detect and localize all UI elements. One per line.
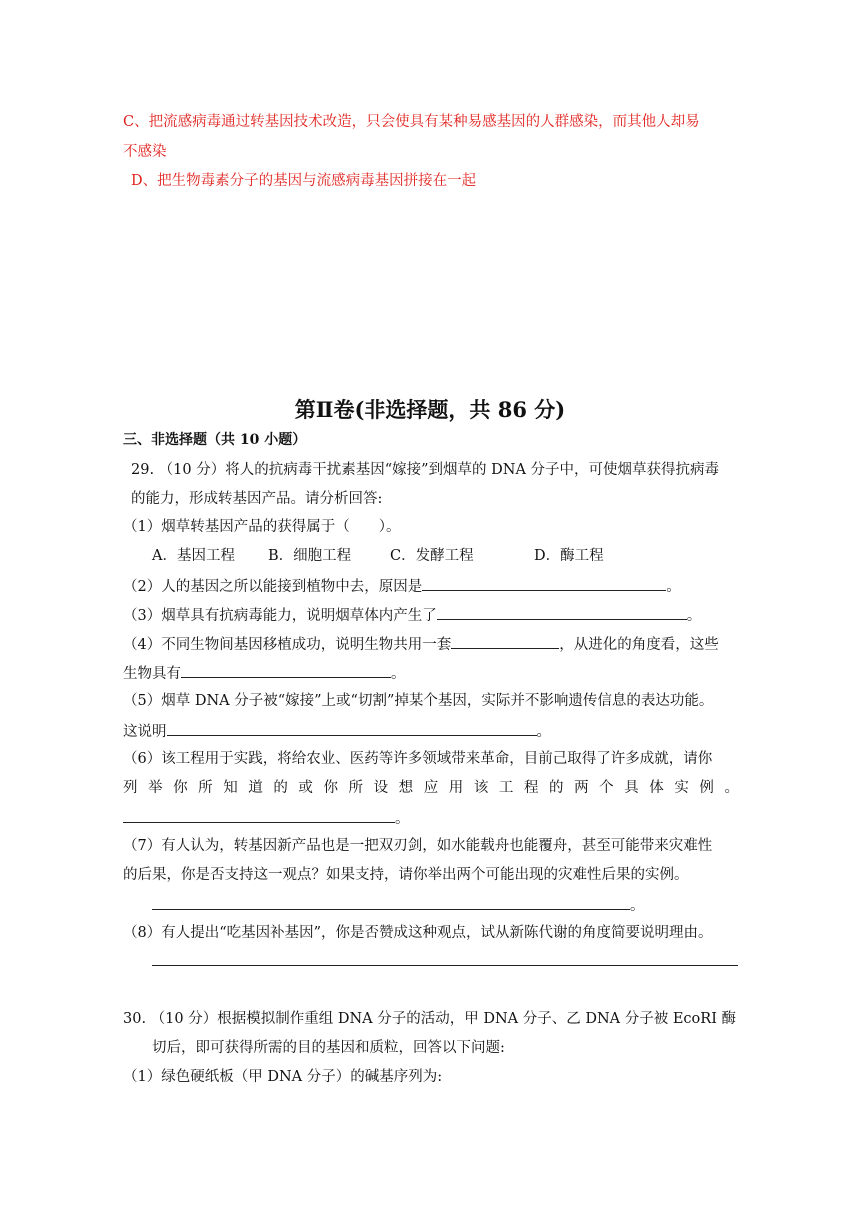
option-d-enzyme: D．酶工程 [534, 548, 604, 564]
q29-part6-line1: （6）该工程用于实践，将给农业、医药等许多领域带来革命，目前己取得了许多成就，请你 [123, 751, 713, 767]
q29-part5-line1: （5）烟草 DNA 分子被“嫁接”上或“切割”掉某个基因，实际并不影响遗传信息的表达功能。 [123, 693, 714, 709]
q29-part7-line3: 。 [152, 894, 772, 916]
option-c-line1: C、把流感病毒通过转基因技术改造，只会使具有某种易感基因的人群感染，而其他人却易 [123, 114, 700, 130]
q30-intro-line2: 切后，即可获得所需的目的基因和质粒，回答以下问题: [152, 1040, 505, 1056]
option-d: D、把生物毒素分子的基因与流感病毒基因拼接在一起 [131, 173, 477, 189]
q29-part7-line1: （7）有人认为，转基因新产品也是一把双刃剑，如水能载舟也能覆舟，甚至可能带来灾难性 [123, 838, 713, 854]
q29-part1: （1）烟草转基因产品的获得属于（ ）。 [123, 519, 401, 535]
q30-part1: （1）绿色硬纸板（甲 DNA 分子）的碱基序列为: [123, 1069, 443, 1085]
q29-part7-line2: 的后果，你是否支持这一观点？如果支持，请你举出两个可能出现的灾难性后果的实例。 [123, 867, 689, 883]
answer-blank[interactable] [437, 604, 687, 620]
option-b: B．细胞工程 [268, 548, 352, 564]
answer-blank[interactable] [152, 894, 630, 910]
answer-blank[interactable] [167, 720, 537, 736]
q29-part3: （3）烟草具有抗病毒能力，说明烟草体内产生了 。 [123, 604, 743, 626]
q29-part8: （8）有人提出“吃基因补基因”，你是否赞成这种观点，试从新陈代谢的角度简要说明理由。 [123, 925, 713, 941]
section-heading: 三、非选择题（共 10 小题） [123, 432, 307, 448]
q29-part2: （2）人的基因之所以能接到植物中去，原因是 。 [123, 575, 743, 597]
part2-title: 第Ⅱ卷(非选择题，共 86 分) [294, 397, 566, 422]
q29-part4-line2: 生物具有 。 [123, 662, 743, 684]
answer-blank[interactable] [123, 807, 395, 823]
option-c-line2: 不感染 [123, 144, 167, 160]
answer-blank[interactable] [451, 633, 559, 649]
option-a: A．基因工程 [152, 548, 235, 564]
q29-part5-line2: 这说明 。 [123, 720, 743, 742]
q30-intro-line1: 30. （10 分）根据模拟制作重组 DNA 分子的活动，甲 DNA 分子、乙 DNA 分子被 EcoRI 酶 [123, 1011, 737, 1027]
answer-blank[interactable] [422, 575, 666, 591]
q29-part4-line1: （4）不同生物间基因移植成功，说明生物共用一套 ，从进化的角度看，这些 [123, 633, 743, 655]
q29-part6-line2: 列举你所知道的或你所设想应用该工程的两个具体实例。 [123, 780, 739, 796]
q29-options [152, 546, 772, 566]
q29-part6-line3: 。 [123, 807, 743, 829]
q29-intro-line1: 29. （10 分）将人的抗病毒干扰素基因“嫁接”到烟草的 DNA 分子中，可使烟草获得抗病毒 [131, 462, 720, 478]
answer-line[interactable] [152, 965, 738, 966]
option-c: C．发酵工程 [390, 548, 474, 564]
q29-intro-line2: 的能力，形成转基因产品。请分析回答: [131, 491, 383, 507]
answer-blank[interactable] [181, 662, 391, 678]
